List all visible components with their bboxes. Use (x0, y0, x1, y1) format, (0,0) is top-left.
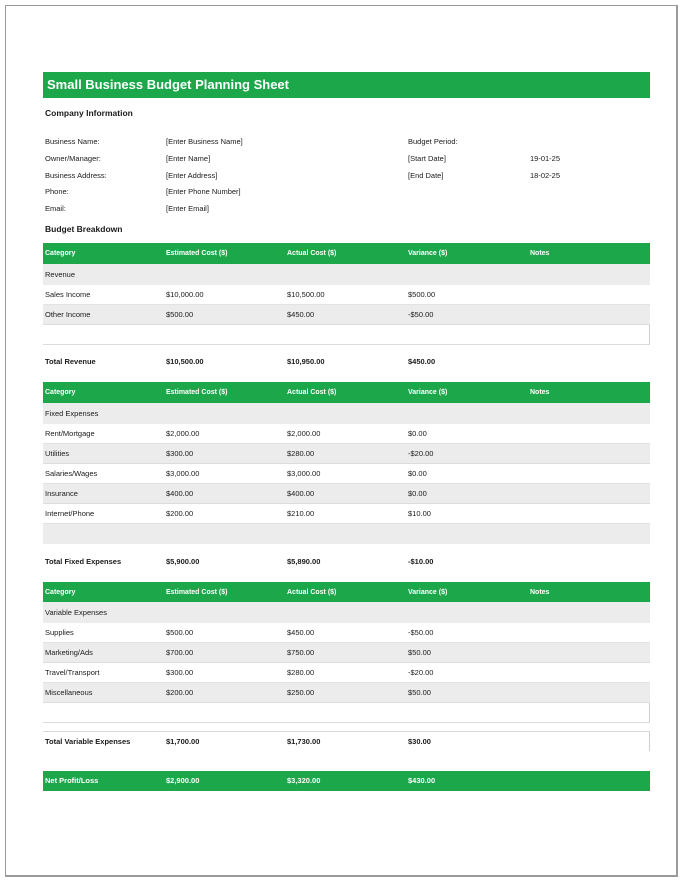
actual-cell: $10,500.00 (287, 290, 325, 299)
end-date-label: [End Date] (408, 171, 444, 180)
end-date-value[interactable]: 18-02-25 (530, 171, 561, 180)
variance-cell: $0.00 (408, 429, 427, 438)
total-actual: $5,890.00 (287, 557, 321, 566)
column-header-notes: Notes (530, 389, 550, 396)
net-label: Net Profit/Loss (45, 776, 99, 785)
category-cell: Internet/Phone (45, 509, 95, 518)
group-label: Fixed Expenses (45, 409, 99, 418)
phone-label: Phone: (45, 187, 69, 196)
category-cell: Supplies (45, 628, 74, 637)
empty-row[interactable] (43, 524, 650, 544)
group-label: Variable Expenses (45, 608, 107, 617)
estimated-cell: $200.00 (166, 509, 194, 518)
start-date-label: [Start Date] (408, 154, 446, 163)
category-cell: Marketing/Ads (45, 648, 93, 657)
actual-cell: $2,000.00 (287, 429, 321, 438)
column-header-category: Category (45, 250, 76, 257)
email-value[interactable]: [Enter Email] (166, 204, 209, 213)
category-cell: Insurance (45, 489, 78, 498)
budget-breakdown-heading: Budget Breakdown (45, 224, 123, 234)
business-name-label: Business Name: (45, 137, 100, 146)
table-row[interactable] (43, 683, 650, 703)
column-header-category: Category (45, 589, 76, 596)
total-label: Total Variable Expenses (45, 737, 131, 746)
owner-value[interactable]: [Enter Name] (166, 154, 211, 163)
variance-cell: $0.00 (408, 489, 427, 498)
variance-cell: -$50.00 (408, 628, 434, 637)
table-row[interactable] (43, 464, 650, 484)
total-estimated: $5,900.00 (166, 557, 200, 566)
variance-cell: $50.00 (408, 648, 431, 657)
table-row[interactable] (43, 663, 650, 683)
estimated-cell: $3,000.00 (166, 469, 200, 478)
table-row[interactable] (43, 305, 650, 325)
net-variance: $430.00 (408, 776, 436, 785)
net-actual: $3,320.00 (287, 776, 321, 785)
table-row[interactable] (43, 623, 650, 643)
estimated-cell: $500.00 (166, 310, 194, 319)
estimated-cell: $2,000.00 (166, 429, 200, 438)
net-profit-row (43, 771, 650, 791)
actual-cell: $250.00 (287, 688, 315, 697)
column-header-actual: Actual Cost ($) (287, 589, 337, 596)
group-label: Revenue (45, 270, 76, 279)
column-header-estimated: Estimated Cost ($) (166, 389, 228, 396)
variance-cell: -$20.00 (408, 449, 434, 458)
actual-cell: $400.00 (287, 489, 315, 498)
total-row-revenue (43, 352, 650, 372)
actual-cell: $280.00 (287, 668, 315, 677)
empty-row[interactable] (43, 325, 650, 345)
company-info-heading: Company Information (45, 108, 133, 118)
estimated-cell: $700.00 (166, 648, 194, 657)
column-header-variance: Variance ($) (408, 389, 448, 396)
email-label: Email: (45, 204, 66, 213)
actual-cell: $210.00 (287, 509, 315, 518)
table-header (43, 382, 650, 403)
address-value[interactable]: [Enter Address] (166, 171, 218, 180)
column-header-notes: Notes (530, 589, 550, 596)
table-row[interactable] (43, 424, 650, 444)
table-row[interactable] (43, 643, 650, 663)
start-date-value[interactable]: 19-01-25 (530, 154, 561, 163)
category-cell: Travel/Transport (45, 668, 100, 677)
total-variance: $450.00 (408, 357, 436, 366)
total-label: Total Fixed Expenses (45, 557, 122, 566)
category-cell: Rent/Mortgage (45, 429, 95, 438)
column-header-estimated: Estimated Cost ($) (166, 250, 228, 257)
category-cell: Salaries/Wages (45, 469, 98, 478)
actual-cell: $3,000.00 (287, 469, 321, 478)
table-row[interactable] (43, 285, 650, 305)
variance-cell: $500.00 (408, 290, 436, 299)
actual-cell: $450.00 (287, 628, 315, 637)
net-estimated: $2,900.00 (166, 776, 200, 785)
column-header-notes: Notes (530, 250, 550, 257)
column-header-actual: Actual Cost ($) (287, 250, 337, 257)
column-header-variance: Variance ($) (408, 589, 448, 596)
estimated-cell: $10,000.00 (166, 290, 204, 299)
total-row-variable-expenses (43, 731, 650, 751)
category-cell: Miscellaneous (45, 688, 93, 697)
actual-cell: $280.00 (287, 449, 315, 458)
group-row-revenue (43, 264, 650, 285)
column-header-variance: Variance ($) (408, 250, 448, 257)
category-cell: Utilities (45, 449, 70, 458)
table-header (43, 582, 650, 603)
actual-cell: $750.00 (287, 648, 315, 657)
variance-cell: $50.00 (408, 688, 431, 697)
table-row[interactable] (43, 504, 650, 524)
total-estimated: $10,500.00 (166, 357, 204, 366)
estimated-cell: $500.00 (166, 628, 194, 637)
budget-period-label: Budget Period: (408, 137, 458, 146)
estimated-cell: $200.00 (166, 688, 194, 697)
category-cell: Sales Income (45, 290, 91, 299)
total-actual: $1,730.00 (287, 737, 321, 746)
total-actual: $10,950.00 (287, 357, 325, 366)
total-label: Total Revenue (45, 357, 96, 366)
estimated-cell: $300.00 (166, 449, 194, 458)
estimated-cell: $300.00 (166, 668, 194, 677)
total-variance: $30.00 (408, 737, 431, 746)
total-estimated: $1,700.00 (166, 737, 200, 746)
table-header (43, 243, 650, 264)
total-variance: -$10.00 (408, 557, 434, 566)
total-row-fixed-expenses (43, 552, 650, 572)
empty-row[interactable] (43, 703, 650, 723)
column-header-category: Category (45, 389, 76, 396)
category-cell: Other Income (45, 310, 91, 319)
sheet-title: Small Business Budget Planning Sheet (43, 72, 650, 98)
group-row-variable-expenses (43, 602, 650, 623)
table-row[interactable] (43, 484, 650, 504)
business-name-value[interactable]: [Enter Business Name] (166, 137, 243, 146)
column-header-estimated: Estimated Cost ($) (166, 589, 228, 596)
table-row[interactable] (43, 444, 650, 464)
address-label: Business Address: (45, 171, 107, 180)
variance-cell: $10.00 (408, 509, 431, 518)
column-header-actual: Actual Cost ($) (287, 389, 337, 396)
estimated-cell: $400.00 (166, 489, 194, 498)
variance-cell: -$20.00 (408, 668, 434, 677)
group-row-fixed-expenses (43, 403, 650, 424)
variance-cell: $0.00 (408, 469, 427, 478)
phone-value[interactable]: [Enter Phone Number] (166, 187, 241, 196)
actual-cell: $450.00 (287, 310, 315, 319)
owner-label: Owner/Manager: (45, 154, 101, 163)
variance-cell: -$50.00 (408, 310, 434, 319)
